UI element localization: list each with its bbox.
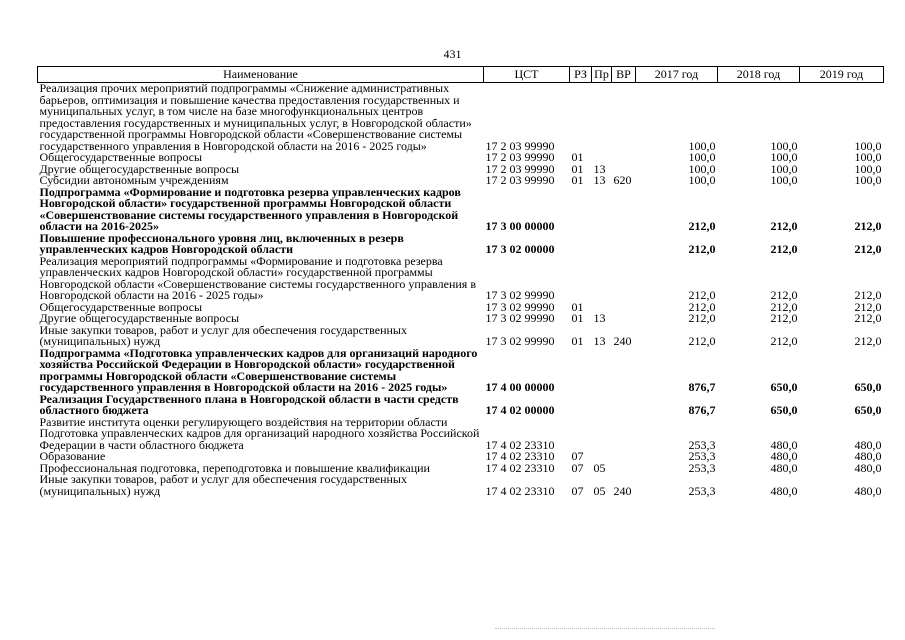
- cell-2017: 212,0: [688, 334, 716, 348]
- cell-2018: 212,0: [770, 288, 798, 302]
- header-2017: 2017 год: [636, 67, 718, 83]
- page-number: 431: [443, 47, 462, 61]
- cell-2018: 212,0: [770, 219, 798, 233]
- cell-name: Реализация прочих мероприятий подпрограммы «Снижение административных барьеров, оптимизация и повышение качества предоставления государственных и муниципальных услуг, в том числе на базе многофункциональных центров предоставления государственных и муниципальных услуг, в Новгородской области» государственной программы Новгородской области «Совершенствование системы государственного управления в Новгородской области на 2016 - 2025 годы»: [39, 81, 472, 153]
- table-row: [38, 325, 884, 348]
- cell-cst: 17 3 02 00000: [485, 242, 555, 256]
- cell-rz: [570, 83, 592, 153]
- cell-name: Реализация Государственного плана в Новгородской области в части средств областного бюджета: [39, 391, 459, 417]
- cell-2017: 212,0: [688, 242, 716, 256]
- cell-name: Субсидии автономным учреждениям: [39, 173, 229, 187]
- cell-cst: 17 4 02 23310: [485, 460, 555, 475]
- cell-2017: 253,3: [688, 437, 716, 452]
- cell-rz: 01: [571, 299, 584, 314]
- cell-vr: [612, 313, 636, 325]
- header-pr: Пр: [592, 67, 612, 83]
- cell-cst: 17 3 02 99990: [485, 299, 555, 314]
- cell-pr: [592, 256, 612, 302]
- cell-2019: 100,0: [854, 150, 882, 164]
- cell-rz: 07: [571, 460, 584, 475]
- cell-2018: 480,0: [770, 449, 798, 463]
- footer-scan-marks: [495, 628, 715, 631]
- cell-2019: 212,0: [854, 311, 882, 325]
- cell-pr: 05: [593, 483, 606, 498]
- header-vr: ВР: [612, 67, 636, 83]
- cell-name: Подпрограмма «Подготовка управленческих кадров для организаций народного хозяйства Российской Федерации в Новгородской области» государственной программы Новгородской области «Совершенствование системы государственного управления в Новгородской области на 2016 - 2025 годы»: [39, 345, 478, 394]
- cell-vr: [612, 233, 636, 256]
- cell-rz: [570, 394, 592, 417]
- cell-2018: 480,0: [770, 437, 798, 452]
- cell-2017: 100,0: [688, 138, 716, 153]
- cell-rz: [570, 187, 592, 233]
- cell-rz: 01: [571, 311, 584, 325]
- cell-name: Иные закупки товаров, работ и услуг для обеспечения государственных (муниципальных) нужд: [39, 472, 407, 498]
- cell-2018: 480,0: [770, 483, 798, 498]
- cell-cst: 17 3 02 99990: [485, 334, 555, 348]
- cell-2019: 212,0: [854, 242, 882, 256]
- header-2018: 2018 год: [718, 67, 800, 83]
- cell-pr: [592, 394, 612, 417]
- cell-2017: 876,7: [688, 380, 716, 394]
- cell-rz: 01: [571, 150, 584, 164]
- cell-2019: 480,0: [854, 437, 882, 452]
- table-row: [38, 394, 884, 417]
- table-row: [38, 474, 884, 497]
- cell-2019: 100,0: [854, 173, 882, 187]
- cell-2019: 212,0: [854, 288, 882, 302]
- cell-2017: 212,0: [688, 219, 716, 233]
- table-row: [38, 233, 884, 256]
- cell-vr: 240: [613, 334, 632, 348]
- cell-2018: 100,0: [770, 161, 798, 176]
- cell-vr: [612, 394, 636, 417]
- cell-2019: 480,0: [854, 483, 882, 498]
- cell-2019: 480,0: [854, 449, 882, 463]
- cell-name: Подпрограмма «Формирование и подготовка резерва управленческих кадров Новгородской области» государственной программы Новгородской области «Совершенствование системы государственного управления в Новгородской области на 2016-2025»: [39, 184, 461, 233]
- cell-2017: 876,7: [688, 403, 716, 417]
- cell-name: Повышение профессионального уровня лиц, включенных в резерв управленческих кадров Новгородской области: [39, 230, 404, 256]
- cell-2019: 650,0: [854, 403, 882, 417]
- cell-cst: 17 2 03 99990: [485, 138, 555, 153]
- table-row: [38, 348, 884, 394]
- cell-rz: 01: [571, 161, 584, 176]
- cell-rz: [570, 348, 592, 394]
- cell-name: Реализация мероприятий подпрограммы «Формирование и подготовка резерва управленческих кадров Новгородской области» государственной программы Новгородской области «Совершенствование системы государственного управления в Новгородской области на 2016 - 2025 годы»: [39, 253, 476, 302]
- table-row: [38, 417, 884, 452]
- cell-rz: [570, 256, 592, 302]
- cell-name: Развитие института оценки регулирующего воздействия на территории области Подготовка управленческих кадров для организаций народного хозяйства Российской Федерации в части областного бюджета: [39, 414, 480, 452]
- cell-cst: 17 4 02 23310: [485, 483, 555, 498]
- cell-name: Другие общегосударственные вопросы: [39, 311, 240, 325]
- cell-cst: 17 4 00 00000: [485, 380, 555, 394]
- cell-vr: 240: [613, 483, 632, 498]
- cell-2018: 212,0: [770, 311, 798, 325]
- cell-rz: 07: [571, 449, 584, 463]
- header-name: Наименование: [38, 67, 484, 83]
- cell-pr: 13: [593, 334, 606, 348]
- cell-2017: 253,3: [688, 460, 716, 475]
- cell-rz: [570, 417, 592, 452]
- cell-vr: [612, 417, 636, 452]
- cell-cst: 17 3 02 99990: [485, 311, 555, 325]
- cell-pr: 13: [593, 311, 606, 325]
- header-rz: РЗ: [570, 67, 592, 83]
- cell-vr: [612, 256, 636, 302]
- table-row: [38, 256, 884, 302]
- cell-2019: 100,0: [854, 161, 882, 176]
- cell-2019: 212,0: [854, 219, 882, 233]
- cell-rz: 01: [571, 334, 584, 348]
- cell-cst: 17 2 03 99990: [485, 173, 555, 187]
- table-body: [38, 83, 884, 498]
- cell-2019: 100,0: [854, 138, 882, 153]
- cell-2018: 480,0: [770, 460, 798, 475]
- cell-2018: 100,0: [770, 150, 798, 164]
- cell-pr: [592, 187, 612, 233]
- cell-vr: [612, 302, 636, 314]
- header-cst: ЦСТ: [484, 67, 570, 83]
- cell-2017: 212,0: [688, 288, 716, 302]
- cell-cst: 17 2 03 99990: [485, 161, 555, 176]
- cell-rz: 07: [571, 483, 584, 498]
- cell-vr: [612, 348, 636, 394]
- cell-2017: 212,0: [688, 299, 716, 314]
- cell-pr: [592, 417, 612, 452]
- cell-vr: [612, 152, 636, 164]
- cell-rz: 01: [571, 173, 584, 187]
- cell-2017: 100,0: [688, 150, 716, 164]
- cell-vr: [612, 83, 636, 153]
- cell-vr: [612, 451, 636, 463]
- cell-pr: 05: [593, 460, 606, 475]
- cell-2018: 212,0: [770, 299, 798, 314]
- cell-name: Общегосударственные вопросы: [39, 150, 203, 164]
- cell-2018: 100,0: [770, 138, 798, 153]
- cell-2019: 650,0: [854, 380, 882, 394]
- table-row: [38, 187, 884, 233]
- cell-2017: 100,0: [688, 161, 716, 176]
- cell-cst: 17 3 02 99990: [485, 288, 555, 302]
- cell-cst: 17 4 02 23310: [485, 449, 555, 463]
- cell-pr: 13: [593, 161, 606, 176]
- cell-vr: [612, 463, 636, 475]
- table-row: [38, 83, 884, 153]
- cell-vr: 620: [613, 173, 632, 187]
- cell-pr: [592, 83, 612, 153]
- cell-2018: 212,0: [770, 334, 798, 348]
- cell-2019: 480,0: [854, 460, 882, 475]
- cell-2018: 100,0: [770, 173, 798, 187]
- cell-2019: 212,0: [854, 299, 882, 314]
- cell-2017: 253,3: [688, 449, 716, 463]
- cell-name: Профессиональная подготовка, переподготовка и повышение квалификации: [39, 460, 430, 475]
- cell-pr: [592, 233, 612, 256]
- cell-2018: 212,0: [770, 242, 798, 256]
- cell-cst: 17 2 03 99990: [485, 150, 555, 164]
- cell-vr: [612, 187, 636, 233]
- cell-2019: 212,0: [854, 334, 882, 348]
- cell-cst: 17 4 02 23310: [485, 437, 555, 452]
- cell-2017: 100,0: [688, 173, 716, 187]
- cell-cst: 17 3 00 00000: [485, 219, 555, 233]
- cell-name: Другие общегосударственные вопросы: [39, 161, 240, 176]
- cell-pr: [592, 348, 612, 394]
- budget-table: [37, 66, 884, 497]
- cell-name: Общегосударственные вопросы: [39, 299, 203, 314]
- cell-2018: 650,0: [770, 380, 798, 394]
- cell-2017: 212,0: [688, 311, 716, 325]
- cell-name: Иные закупки товаров, работ и услуг для обеспечения государственных (муниципальных) нужд: [39, 322, 407, 348]
- cell-2017: 253,3: [688, 483, 716, 498]
- cell-rz: [570, 233, 592, 256]
- cell-name: Образование: [39, 449, 106, 463]
- cell-cst: 17 4 02 00000: [485, 403, 555, 417]
- header-2019: 2019 год: [800, 67, 884, 83]
- cell-2018: 650,0: [770, 403, 798, 417]
- cell-pr: 13: [593, 173, 606, 187]
